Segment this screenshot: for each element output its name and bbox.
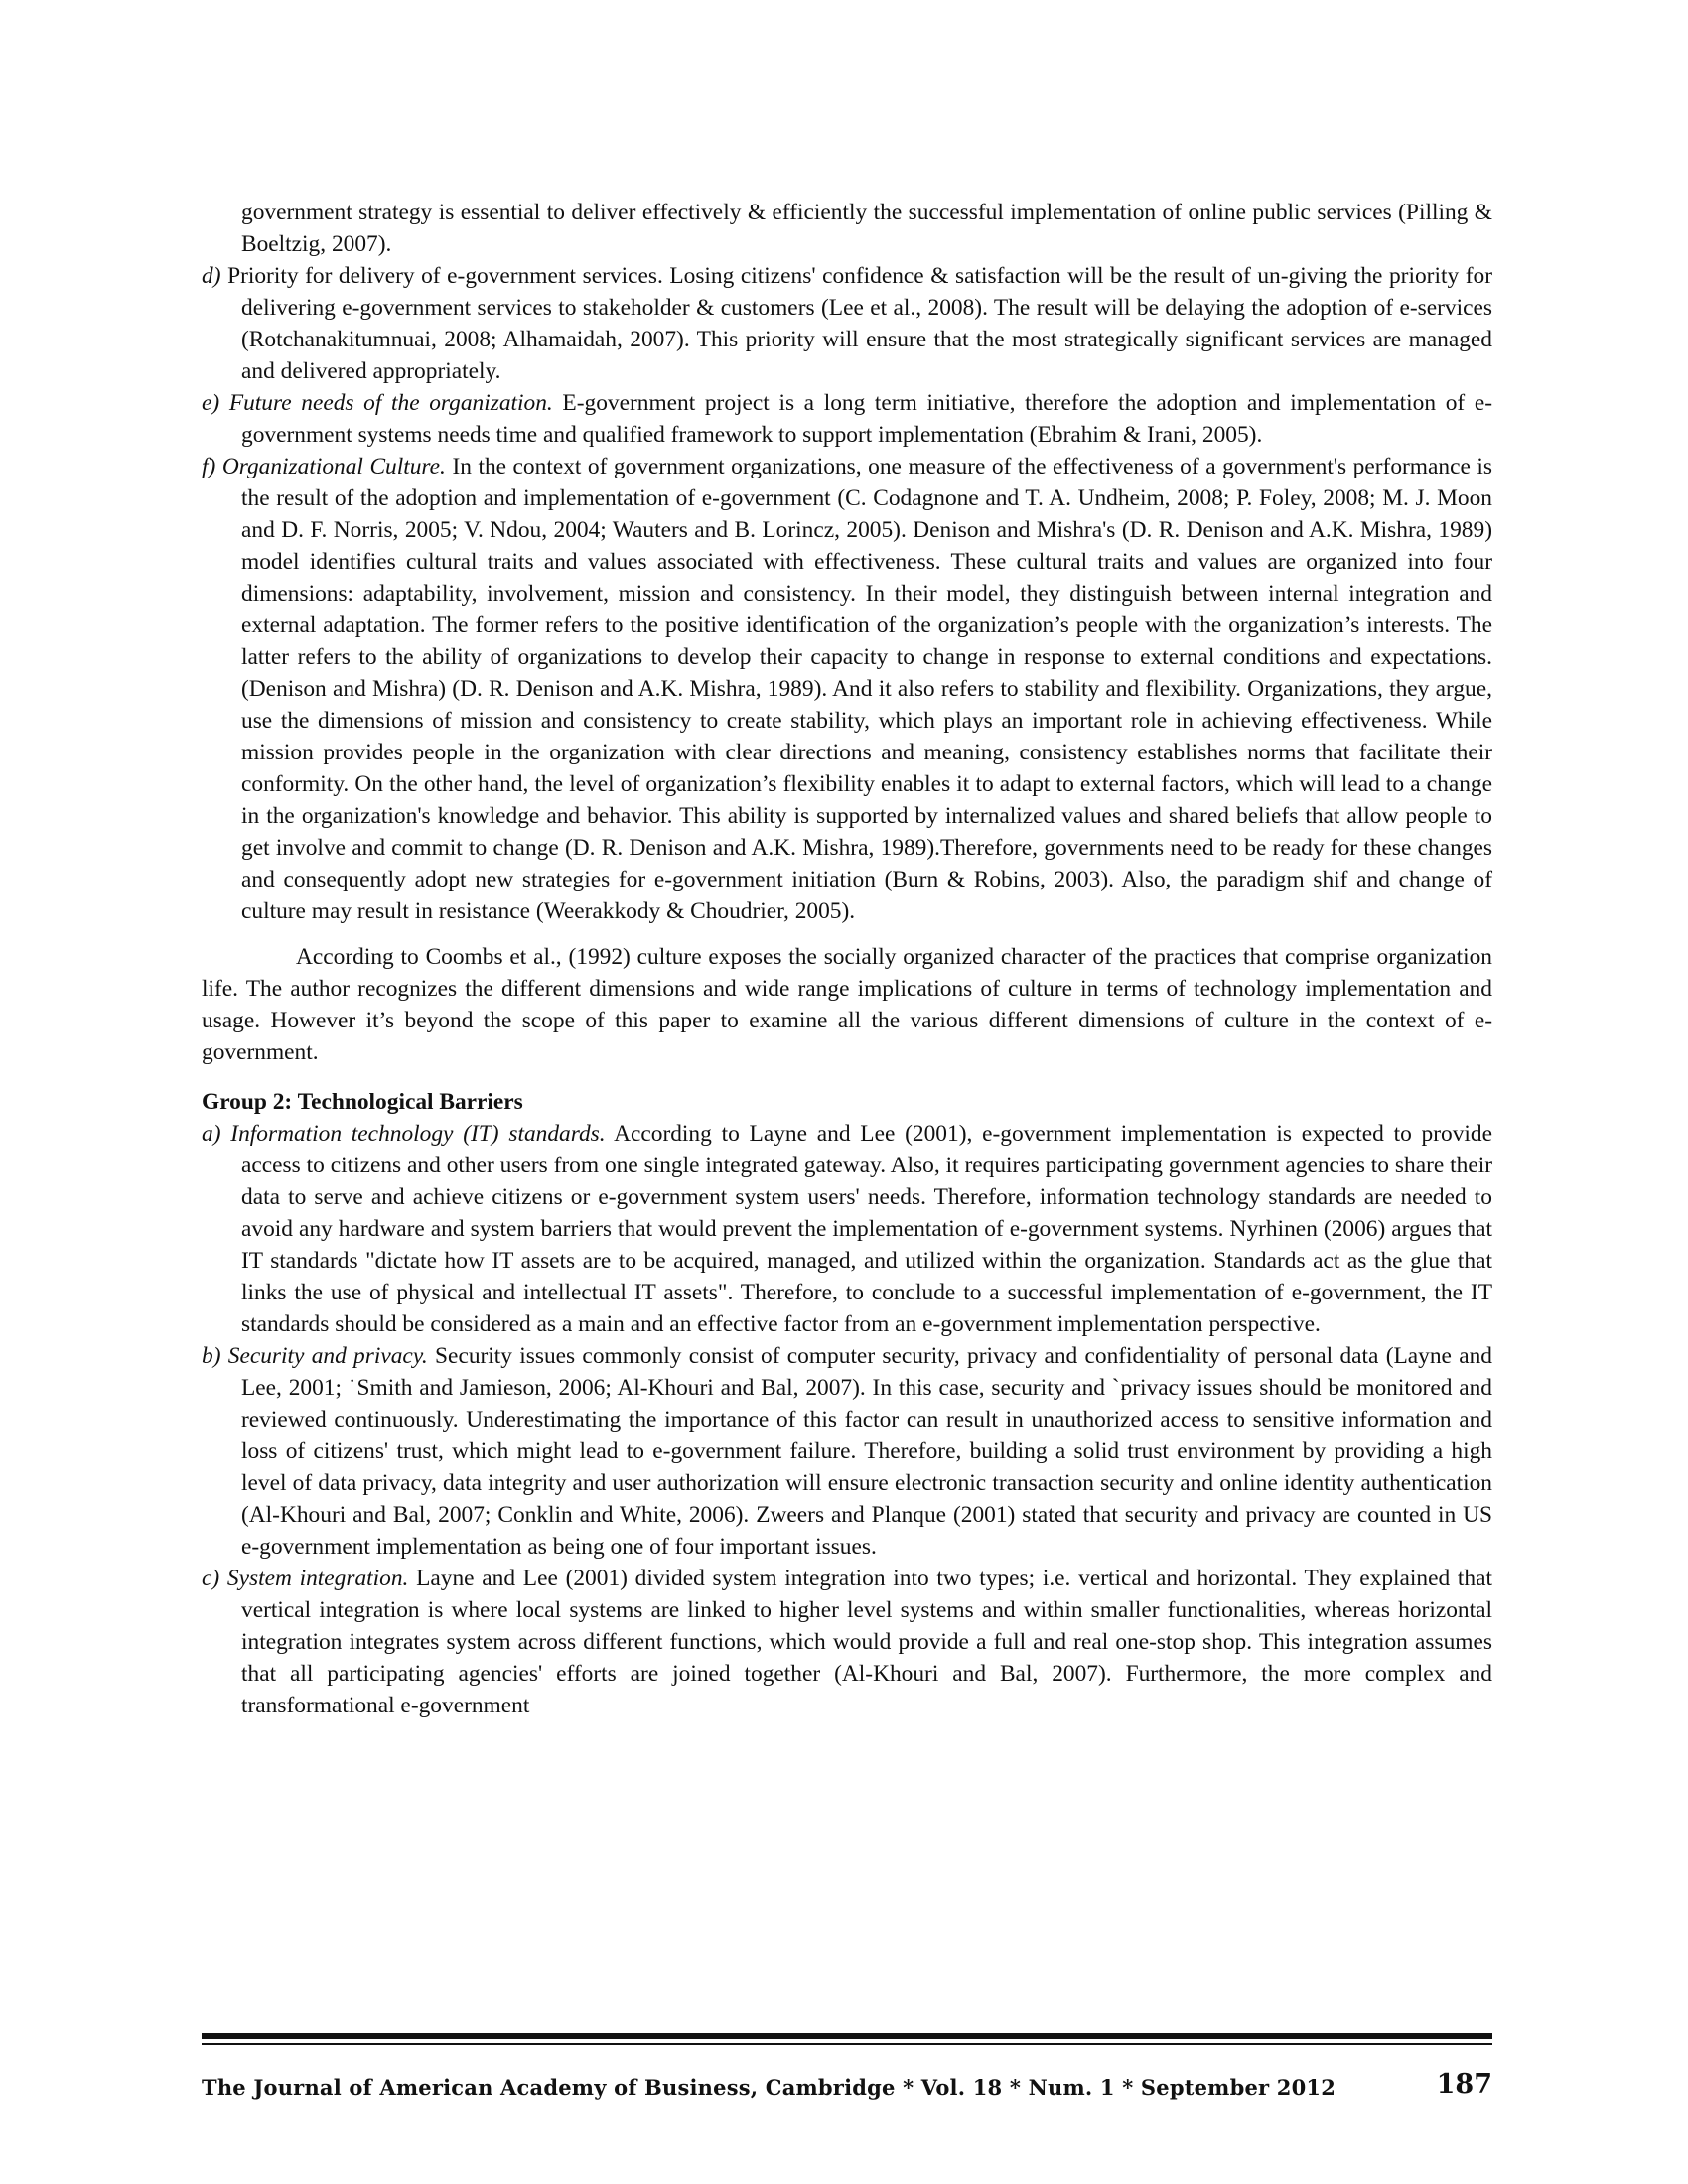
item-text: According to Layne and Lee (2001), e-government implementation is expected to provide access to citizens and other users from one single integrated gateway. Also, it requires participating government agencies to share their data to serve and achieve citizens or e-government system users' needs. Therefore, information technology standards are needed to avoid any hardware and system barriers that would prevent the implementation of e-government systems. Nyrhinen (2006) argues that IT standards "dictate how IT assets are to be acquired, managed, and utilized within the organization. Standards act as the glue that links the use of physical and intellectual IT assets". Therefore, to conclude to a successful implementation of e-government, the IT standards should be considered as a main and an effective factor from an e-government implementation perspective. [241,1121,1493,1337]
item-text: Priority for delivery of e-government services. Losing citizens' confidence & satisfaction will be the result of un-giving the priority for delivering e-government services to stakeholder & customers (Lee et al., 2008). The result will be delaying the adoption of e-services (Rotchanakitumnuai, 2008; Alhamaidah, 2007). This priority will ensure that the most strategically significant services are managed and delivered appropriately. [227,263,1492,384]
item-label: c) [202,1566,220,1591]
section-heading: Group 2: Technological Barriers [202,1089,523,1115]
item-text: E-government project is a long term initiative, therefore the adoption and implementation of e-government systems needs time and qualified framework to support implementation (Ebrahim & Irani, 2005). [241,390,1492,448]
footer-divider [202,2033,1492,2039]
list-item-priority-delivery [202,260,1492,387]
item-title: Security and privacy. [227,1343,428,1369]
item-text: In the context of government organizations, one measure of the effectiveness of a government's performance is the result of the adoption and implementation of e-government (C. Codagnone and T. A. Undheim, 2008; P. Foley, 2008; M. J. Moon and D. F. Norris, 2005; V. Ndou, 2004; Wauters and B. Lorincz, 2005). Denison and Mishra's (D. R. Denison and A.K. Mishra, 1989) model identifies cultural traits and values associated with effectiveness. These cultural traits and values are organized into four dimensions: adaptability, involvement, mission and consistency. In their model, they distinguish between internal integration and external adaptation. The former refers to the positive identification of the organization’s people with the organization’s interests. The latter refers to the ability of organizations to develop their capacity to change in response to external conditions and expectations. (Denison and Mishra) (D. R. Denison and A.K. Mishra, 1989). And it also refers to stability and flexibility. Organizations, they argue, use the dimensions of mission and consistency to create stability, which plays an important role in achieving effectiveness. While mission provides people in the organization with clear directions and meaning, consistency establishes norms that facilitate their conformity. On the other hand, the level of organization’s flexibility enables it to adapt to external factors, which will lead to a change in the organization's knowledge and behavior. This ability is supported by internalized values and shared beliefs that allow people to get involve and commit to change (D. R. Denison and A.K. Mishra, 1989).Therefore, governments need to be ready for these changes and consequently adopt new strategies for e-government initiation (Burn & Robins, 2003). Also, the paradigm shif and change of culture may result in resistance (Weerakkody & Choudrier, 2005). [241,454,1492,924]
item-label: d) [202,263,221,289]
page-number: 187 [1436,2069,1492,2100]
item-title: Organizational Culture. [221,454,446,479]
item-title: Information technology (IT) standards. [230,1121,606,1147]
item-title: System integration. [226,1566,409,1591]
list-item-system-integration [202,1563,1492,1721]
item-label: b) [202,1343,221,1369]
culture-paragraph: According to Coombs et al., (1992) culture exposes the socially organized character of the practices that comprise organization life. The author recognizes the different dimensions and wide range implications of culture in terms of technology implementation and usage. However it’s beyond the scope of this paper to examine all the various different dimensions of culture in the context of e-government. [202,944,1492,1065]
item-text: Layne and Lee (2001) divided system integration into two types; i.e. vertical and horizontal. They explained that vertical integration is where local systems are linked to higher level systems and within smaller functionalities, whereas horizontal integration integrates system across different functions, which would provide a full and real one-stop shop. This integration assumes that all participating agencies' efforts are joined together (Al-Khouri and Bal, 2007). Furthermore, the more complex and transformational e-government [241,1566,1492,1718]
item-label: e) [202,390,220,416]
footer-divider-thin [202,2043,1492,2045]
item-text: Security issues commonly consist of computer security, privacy and confidentiality of personal data (Layne and Lee, 2001; ˙Smith and Jamieson, 2006; Al-Khouri and Bal, 2007). In this case, security and ˋprivacy issues should be monitored and reviewed continuously. Underestimating the importance of this factor can result in unauthorized access to sensitive information and loss of citizens' trust, which might lead to e-government failure. Therefore, building a solid trust environment by providing a high level of data privacy, data integrity and user authorization will ensure electronic transaction security and online identity authentication (Al-Khouri and Bal, 2007; Conklin and White, 2006). Zweers and Planque (2001) stated that security and privacy are counted in US e-government implementation as being one of four important issues. [241,1343,1492,1560]
body-text [202,197,1492,1721]
item-label: f) [202,454,216,479]
footer-journal-title: The Journal of American Academy of Business, Cambridge * Vol. 18 * Num. 1 * September 2012 [202,2075,1336,2100]
list-item-security-privacy [202,1340,1492,1563]
item-label: a) [202,1121,221,1147]
list-item-it-standards [202,1118,1492,1340]
continuation-paragraph: government strategy is essential to deliver effectively & efficiently the successful implementation of online public services (Pilling & Boeltzig, 2007). [241,200,1492,257]
list-item-future-needs [202,387,1492,451]
list-item-organizational-culture [202,451,1492,927]
item-title: Future needs of the organization. [228,390,553,416]
